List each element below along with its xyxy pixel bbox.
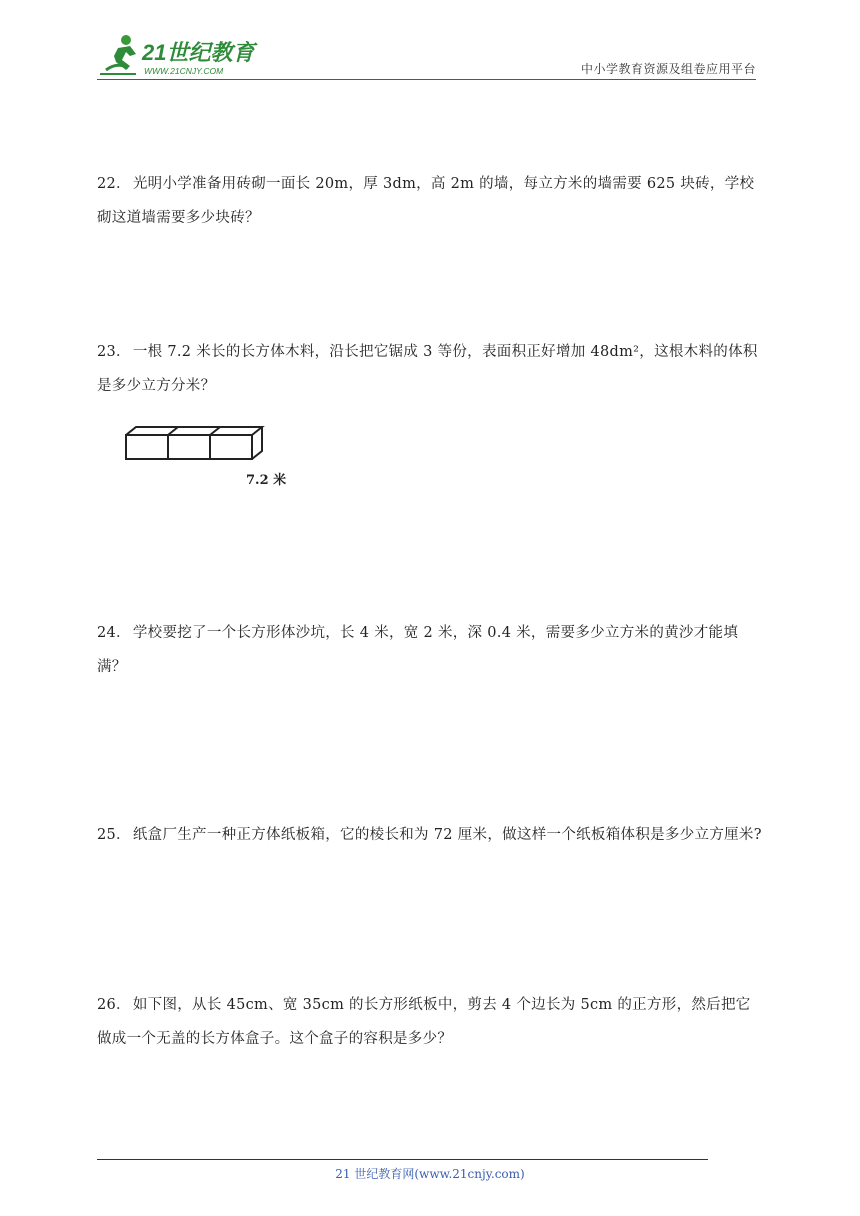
- question-22: [97, 167, 762, 235]
- question-25: [97, 818, 762, 852]
- question-23: [97, 335, 762, 403]
- question-text: 一根 7.2 米长的长方体木料，沿长把它锯成 3 等份，表面积正好增加 48dm²，这根木料的体积是多少立方分米？: [97, 344, 758, 394]
- question-number: 25．: [97, 827, 131, 843]
- runner-icon: [100, 35, 136, 74]
- question-24: [97, 616, 762, 684]
- header-platform-text: 中小学教育资源及组卷应用平台: [580, 62, 756, 76]
- question-text: 学校要挖了一个长方形体沙坑，长 4 米，宽 2 米，深 0.4 米，需要多少立方米的黄沙才能填满？: [97, 625, 739, 675]
- logo-text: 21世纪教育: [142, 40, 255, 65]
- wood-block-figure: [124, 425, 296, 493]
- question-number: 22．: [97, 176, 131, 192]
- header-divider: [97, 79, 756, 80]
- question-number: 26．: [97, 997, 131, 1013]
- footer-divider: [97, 1159, 708, 1160]
- question-number: 24．: [97, 625, 131, 641]
- figure-length-label: 7.2 米: [246, 473, 287, 488]
- question-text: 如下图，从长 45cm、宽 35cm 的长方形纸板中，剪去 4 个边长为 5cm 的正方形，然后把它做成一个无盖的长方体盒子。这个盒子的容积是多少？: [97, 997, 751, 1047]
- question-text: 光明小学准备用砖砌一面长 20m，厚 3dm，高 2m 的墙，每立方米的墙需要 625 块砖，学校砌这道墙需要多少块砖？: [97, 176, 755, 226]
- question-text: 纸盒厂生产一种正方体纸板箱，它的棱长和为 72 厘米，做这样一个纸板箱体积是多少立方厘米?: [132, 827, 762, 843]
- site-logo: [96, 30, 261, 80]
- question-number: 23．: [97, 344, 131, 360]
- footer-link[interactable]: 21 世纪教育网(www.21cnjy.com): [335, 1167, 525, 1181]
- logo-url: WWW.21CNJY.COM: [144, 66, 224, 76]
- question-26: [97, 988, 762, 1056]
